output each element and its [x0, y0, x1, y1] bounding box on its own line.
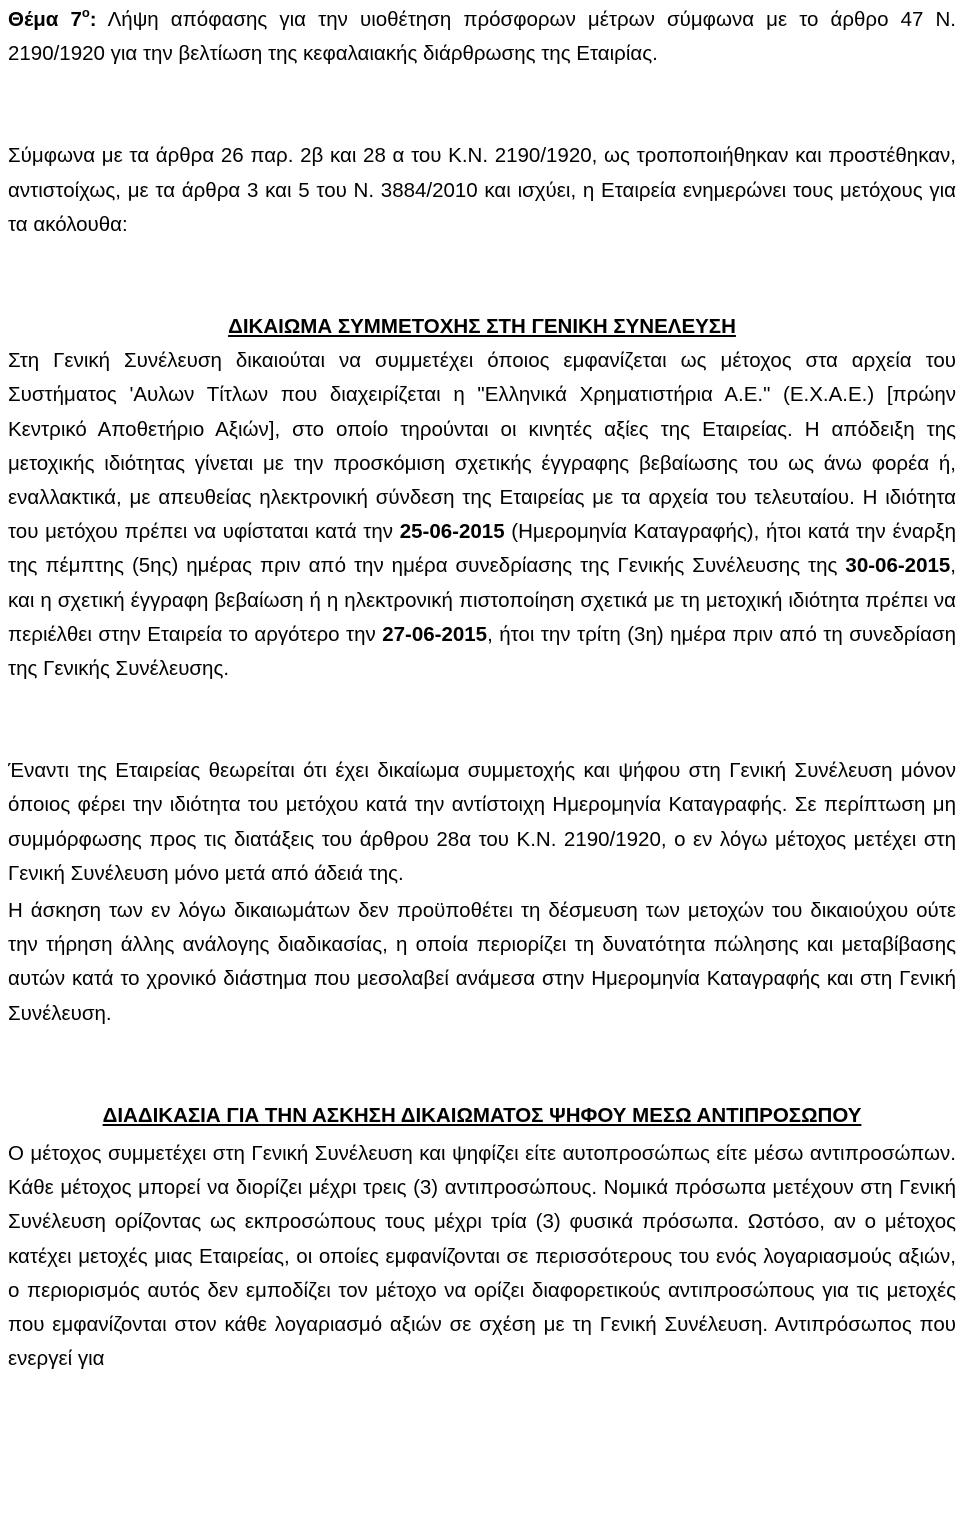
item-text: Λήψη απόφασης για την υιοθέτηση πρόσφορων μέτρων σύμφωνα με το άρθρο 47 Ν. 2190/1920 για την βελτίωση της κεφαλαιακής διάρθρωσης της Εταιρίας. [8, 8, 956, 66]
deadline-date: 27-06-2015 [382, 622, 488, 646]
proxy-paragraph: Ο μέτοχος συμμετέχει στη Γενική Συνέλευση και ψηφίζει είτε αυτοπροσώπως είτε μέσω αντιπροσώπων. Κάθε μέτοχος μπορεί να διορίζει μέχρι τρεις (3) αντιπροσώπους. Νομικά πρόσωπα μετέχουν στη Γενική Συνέλευση ορίζοντας ως εκπροσώπους τους μέχρι τρία (3) φυσικά πρόσωπα. Ωστόσο, αν ο μέτοχος κατέχει μετοχές μιας Εταιρείας, οι οποίες εμφανίζονται σε περισσότερους του ενός λογαριασμούς αξιών, ο περιορισμός αυτός δεν εμποδίζει τον μέτοχο να ορίζει διαφορετικούς αντιπροσώπους για τις μετοχές που εμφανίζονται στον κάθε λογαριασμό αξιών σε σχέση με τη Γενική Συνέλευση. Αντιπρόσωπος που ενεργεί για [8, 1142, 956, 1371]
record-date: 25-06-2015 [399, 520, 505, 544]
voting-rights-paragraph: Έναντι της Εταιρείας θεωρείται ότι έχει δικαίωμα συμμετοχής και ψήφου στη Γενική Συνέλευση μόνον όποιος φέρει την ιδιότητα του μετόχου κατά την αντίστοιχη Ημερομηνία Καταγραφής. Σε περίπτωση μη συμμόρφωσης προς τις διατάξεις του άρθρου 28α του Κ.Ν. 2190/1920, ο εν λόγω μέτοχος μετέχει στη Γενική Συνέλευση μόνο μετά από άδειά της. [8, 759, 956, 885]
participation-paragraph: Στη Γενική Συνέλευση δικαιούται να συμμετέχει όποιος εμφανίζεται ως μέτοχος στα αρχεία του Συστήματος 'Αυλων Τίτλων που διαχειρίζεται η "Ελληνικά Χρηματιστήρια Α.Ε." (Ε.Χ.Α.Ε.) [πρώην Κεντρικό Αποθετήριο Αξιών], στο οποίο τηρούνται οι κινητές αξίες της Εταιρείας. Η απόδειξη της μετοχικής ιδιότητας γίνεται με την προσκόμιση σχετικής έγγραφης βεβαίωσης του ως άνω φορέα ή, εναλλακτικά, με απευθείας ηλεκτρονική σύνδεση της Εταιρείας με τα αρχεία του τελευταίου. Η ιδιότητα του μετόχου πρέπει να υφίσταται κατά την 25-06-2015 (Ημερομηνία Καταγραφής), ήτοι κατά την έναρξη της πέμπτης (5ης) ημέρας πριν από την ημέρα συνεδρίασης της Γενικής Συνέλευσης της 30-06-2015, και η σχετική έγγραφη βεβαίωση ή η ηλεκτρονική πιστοποίηση σχετικά με τη μετοχική ιδιότητα πρέπει να περιέλθει στην Εταιρεία το αργότερο την 27-06-2015, ήτοι την τρίτη (3η) ημέρα πριν από τη συνεδρίαση της Γενικής Συνέλευσης. [8, 349, 956, 681]
meeting-date: 30-06-2015 [845, 554, 951, 578]
share-blocking-paragraph: Η άσκηση των εν λόγω δικαιωμάτων δεν προϋποθέτει τη δέσμευση των μετοχών του δικαιούχου ούτε την τήρηση άλλης ανάλογης διαδικασίας, η οποία περιορίζει τη δυνατότητα πώλησης και μεταβίβασης αυτών κατά το χρονικό διάστημα που μεσολαβεί ανάμεσα στην Ημερομηνία Καταγραφής και στη Γενική Συνέλευση. [8, 899, 956, 1025]
agenda-item-7 [8, 3, 956, 71]
section-heading-proxy: ΔΙΑΔΙΚΑΣΙΑ ΓΙΑ ΤΗΝ ΑΣΚΗΣΗ ΔΙΚΑΙΩΜΑΤΟΣ ΨΗΦΟΥ ΜΕΣΩ ΑΝΤΙΠΡΟΣΩΠΟΥ [102, 1103, 862, 1127]
document-page [8, 0, 956, 1377]
item-label: Θέμα $7^o$: [8, 5, 97, 31]
section-heading-participation: ΔΙΚΑΙΩΜΑ ΣΥΜΜΕΤΟΧΗΣ ΣΤΗ ΓΕΝΙΚΗ ΣΥΝΕΛΕΥΣΗ [228, 315, 736, 339]
intro-paragraph: Σύμφωνα με τα άρθρα 26 παρ. 2β και 28 α του Κ.Ν. 2190/1920, ως τροποποιήθηκαν και προστέθηκαν, αντιστοίχως, με τα άρθρα 3 και 5 του Ν. 3884/2010 και ισχύει, η Εταιρεία ενημερώνει τους μετόχους για τα ακόλουθα: [8, 144, 956, 236]
